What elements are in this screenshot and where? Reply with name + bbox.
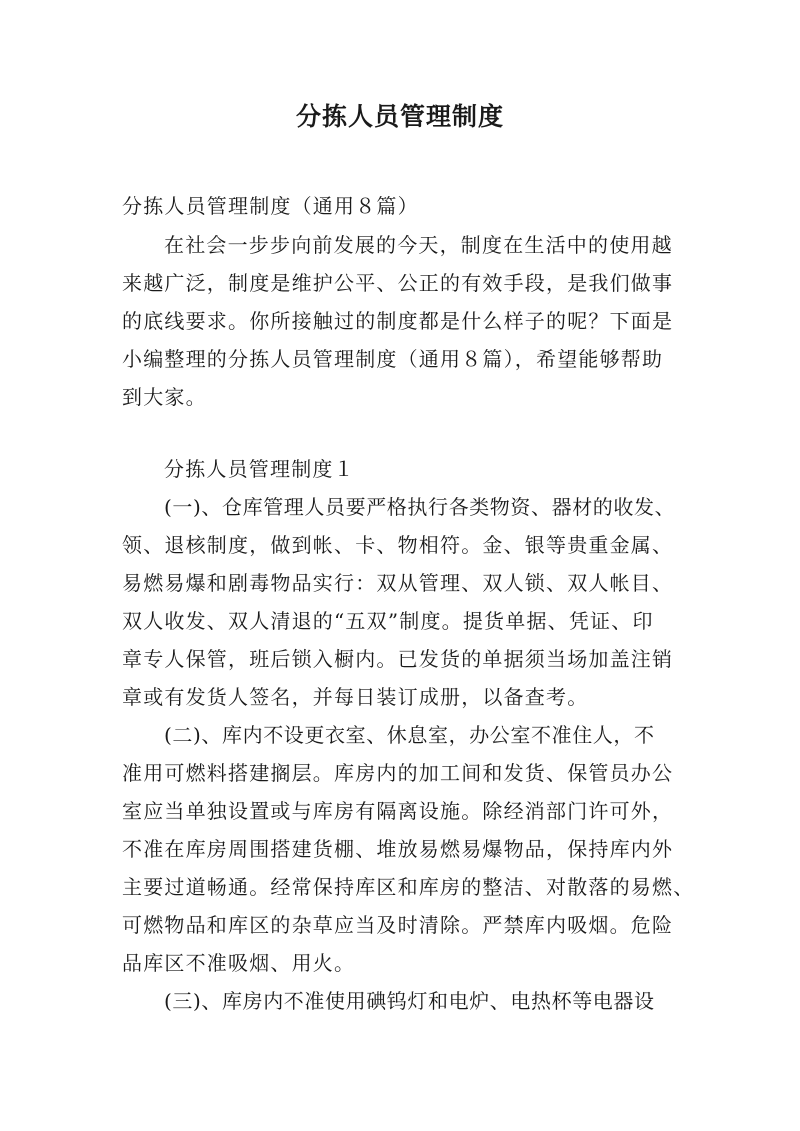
section-heading: 分拣人员管理制度１ [164,457,355,481]
paragraph-line: (二)、库内不设更衣室、休息室，办公室不准住人，不 [164,723,655,747]
paragraph-line: 准用可燃料搭建搁层。库房内的加工间和发货、保管员办公 [122,761,674,785]
intro-line: 到大家。 [122,385,207,409]
intro-line: 在社会一步步向前发展的今天，制度在生活中的使用越 [164,233,673,257]
paragraph-line: (一)、仓库管理人员要严格执行各类物资、器材的收发、 [164,495,676,519]
paragraph-line: 可燃物品和库区的杂草应当及时清除。严禁库内吸烟。危险 [122,913,674,937]
paragraph-line: 双人收发、双人清退的“五双”制度。提货单据、凭证、印 [122,609,654,633]
intro-line: 小编整理的分拣人员管理制度（通用８篇），希望能够帮助 [122,347,664,371]
intro-line: 来越广泛，制度是维护公平、公正的有效手段，是我们做事 [122,271,674,295]
paragraph-line: 章专人保管，班后锁入橱内。已发货的单据须当场加盖注销 [122,647,674,671]
paragraph-line: 不准在库房周围搭建货棚、堆放易燃易爆物品，保持库内外 [122,837,674,861]
paragraph-line: 主要过道畅通。经常保持库区和库房的整洁、对散落的易燃、 [122,875,695,899]
paragraph-line: 领、退核制度，做到帐、卡、物相符。金、银等贵重金属、 [122,533,674,557]
paragraph-line: 品库区不准吸烟、用火。 [122,951,356,975]
document-subtitle: 分拣人员管理制度（通用８篇） [122,194,419,218]
paragraph-line: 易燃易爆和剧毒物品实行：双从管理、双人锁、双人帐目、 [122,571,674,595]
paragraph-line: 室应当单独设置或与库房有隔离设施。除经消部门许可外， [122,799,674,823]
paragraph-line: (三)、库房内不准使用碘钨灯和电炉、电热杯等电器设 [164,989,655,1013]
intro-line: 的底线要求。你所接触过的制度都是什么样子的呢？下面是 [122,309,674,333]
document-title: 分拣人员管理制度 [295,102,504,131]
paragraph-line: 章或有发货人签名，并每日装订成册，以备查考。 [122,685,589,709]
